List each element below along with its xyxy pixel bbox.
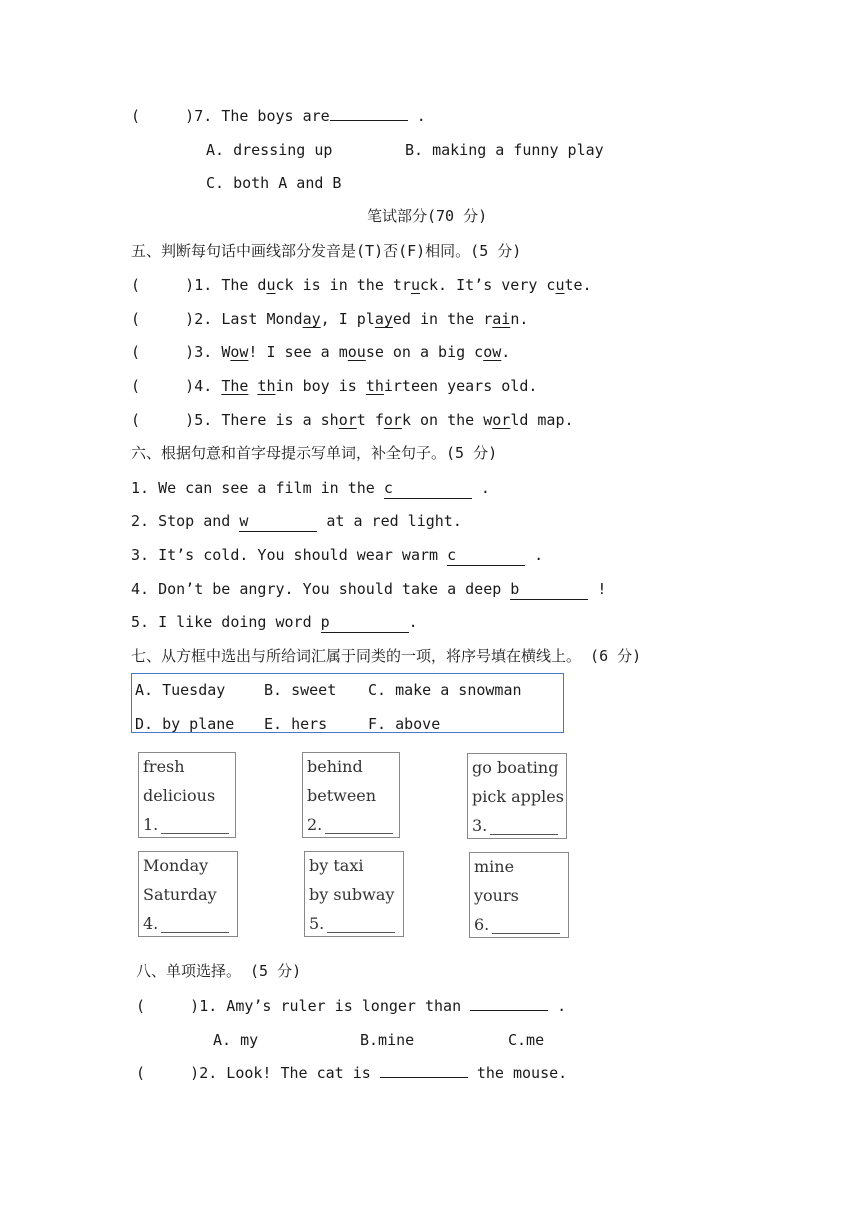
item-number: 3. xyxy=(194,343,222,361)
underlined-sound: u xyxy=(410,276,420,294)
sec8-q1-stem: 1. Amy’s ruler is longer than xyxy=(199,997,471,1015)
underlined-sound: or xyxy=(383,411,402,429)
sec6-item xyxy=(131,545,543,566)
sentence-text: . xyxy=(471,479,490,497)
answer-paren: ( ) xyxy=(136,1064,200,1082)
section-6-title: 六、根据句意和首字母提示写单词，补全句子。(5 分) xyxy=(131,444,498,462)
sentence-text: ed in the r xyxy=(392,310,493,328)
sec5-item xyxy=(131,410,574,430)
item-number: 1. xyxy=(194,276,222,294)
sentence-text: in boy is xyxy=(275,377,366,395)
card-number: 2. xyxy=(307,815,323,834)
item-number: 2. xyxy=(194,310,222,328)
q7-stem: 7. The boys are xyxy=(194,107,330,125)
word-card-6 xyxy=(469,852,569,938)
hint-letter: c xyxy=(447,546,457,564)
sec8-q1-line xyxy=(136,996,566,1016)
sec6-item xyxy=(131,511,462,532)
sentence-text: ck is in the tr xyxy=(275,276,411,294)
word-card-3 xyxy=(467,753,567,839)
sentence-text: ld map. xyxy=(510,411,574,429)
section-5-title: 五、判断每句话中画线部分发音是(T)否(F)相同。(5 分) xyxy=(131,242,522,260)
answer-blank[interactable] xyxy=(239,511,317,532)
q7-option-b: B. making a funny play xyxy=(405,141,604,159)
sec6-item xyxy=(131,612,418,633)
underlined-sound: ow xyxy=(230,343,249,361)
sentence-text: n. xyxy=(510,310,529,328)
sentence-text: The d xyxy=(221,276,267,294)
sentence-text: ck. It’s very c xyxy=(420,276,556,294)
sentence-text: k on the w xyxy=(401,411,493,429)
hint-letter: w xyxy=(239,512,249,530)
sec8-q2-stem-end: the mouse. xyxy=(467,1064,568,1082)
sec5-item xyxy=(131,275,592,295)
answer-paren: ( ) xyxy=(136,997,200,1015)
word-card-4 xyxy=(138,851,238,937)
answer-paren[interactable]: ( ) xyxy=(131,276,195,294)
sentence-text: at a red light. xyxy=(317,512,462,530)
underlined-sound: th xyxy=(257,377,276,395)
answer-blank[interactable] xyxy=(492,933,560,934)
answer-blank[interactable] xyxy=(510,579,588,600)
underlined-sound: ai xyxy=(492,310,511,328)
sec5-item xyxy=(131,342,510,362)
word-card-1 xyxy=(138,752,236,838)
card-word: between xyxy=(307,786,377,805)
sec6-item xyxy=(131,579,606,600)
card-word: mine xyxy=(474,857,515,876)
hint-letter: p xyxy=(320,613,330,631)
word-card-2 xyxy=(302,752,400,838)
card-number: 5. xyxy=(309,914,325,933)
answer-blank[interactable] xyxy=(330,106,408,121)
hint-letter: c xyxy=(383,479,393,497)
underlined-sound: u xyxy=(555,276,565,294)
card-word: delicious xyxy=(143,786,216,805)
sentence-text: . xyxy=(525,546,544,564)
answer-paren: ( ) xyxy=(131,107,195,125)
card-word: by subway xyxy=(309,885,395,904)
answer-paren[interactable]: ( ) xyxy=(131,377,195,395)
card-word: pick apples xyxy=(472,787,564,806)
sentence-text: ! xyxy=(588,580,607,598)
answer-paren[interactable]: ( ) xyxy=(131,310,195,328)
item-number: 5. xyxy=(194,411,222,429)
underlined-sound: or xyxy=(338,411,357,429)
answer-blank[interactable] xyxy=(327,932,395,933)
word-bank-b: B. sweet xyxy=(264,681,337,699)
answer-paren[interactable]: ( ) xyxy=(131,343,195,361)
sec8-q2-stem: 2. Look! The cat is xyxy=(199,1064,380,1082)
card-word: behind xyxy=(307,757,363,776)
sentence-text: . xyxy=(408,613,418,631)
underlined-sound: th xyxy=(365,377,384,395)
answer-blank[interactable] xyxy=(161,932,229,933)
card-word: by taxi xyxy=(309,856,364,875)
answer-blank[interactable] xyxy=(325,833,393,834)
sentence-text: W xyxy=(221,343,231,361)
sentence-text: se on a big c xyxy=(365,343,484,361)
card-word: fresh xyxy=(143,757,185,776)
answer-blank[interactable] xyxy=(490,834,558,835)
answer-blank[interactable] xyxy=(380,1063,468,1078)
sentence-text: 2. Stop and xyxy=(131,512,240,530)
sentence-text: 4. Don’t be angry. You should take a deep xyxy=(131,580,511,598)
sentence-text: Last Mond xyxy=(221,310,303,328)
sec8-q1-option-b: B.mine xyxy=(360,1031,415,1049)
sec8-q1-stem-end: . xyxy=(548,997,567,1015)
answer-blank[interactable] xyxy=(161,833,229,834)
sentence-text: t f xyxy=(356,411,384,429)
word-bank-a: A. Tuesday xyxy=(135,681,226,699)
sec6-item xyxy=(131,478,490,499)
section-8-title: 八、单项选择。 (5 分) xyxy=(136,962,302,980)
sentence-text: There is a sh xyxy=(221,411,339,429)
hint-letter: b xyxy=(510,580,520,598)
card-number: 3. xyxy=(472,816,488,835)
underlined-sound: u xyxy=(266,276,276,294)
item-number: 4. xyxy=(194,377,222,395)
answer-blank[interactable] xyxy=(470,996,548,1011)
sec8-q1-option-a: A. my xyxy=(213,1031,259,1049)
word-bank-box xyxy=(131,673,564,733)
answer-blank[interactable] xyxy=(321,612,409,633)
answer-blank[interactable] xyxy=(384,478,472,499)
word-bank-f: F. above xyxy=(368,715,441,733)
underlined-sound: ay xyxy=(374,310,393,328)
sentence-text: ! I see a m xyxy=(248,343,348,361)
answer-paren[interactable]: ( ) xyxy=(131,411,195,429)
answer-blank[interactable] xyxy=(447,545,525,566)
card-word: Saturday xyxy=(143,885,217,904)
card-word: yours xyxy=(474,886,519,905)
word-bank-c: C. make a snowman xyxy=(368,681,522,699)
sentence-text: . xyxy=(501,343,511,361)
q7-stem-end: . xyxy=(407,107,426,125)
sentence-text: 5. I like doing word xyxy=(131,613,321,631)
word-bank-e: E. hers xyxy=(264,715,328,733)
sec8-q1-option-c: C.me xyxy=(508,1031,545,1049)
written-part-title: 笔试部分(70 分) xyxy=(367,207,488,225)
card-word: Monday xyxy=(143,856,209,875)
underlined-sound: ou xyxy=(347,343,366,361)
underlined-sound: ay xyxy=(302,310,321,328)
q7-option-c: C. both A and B xyxy=(206,174,342,192)
sentence-text: , I pl xyxy=(320,310,375,328)
section-7-title: 七、从方框中选出与所给词汇属于同类的一项，将序号填在横线上。 (6 分) xyxy=(131,647,642,665)
q7-option-a: A. dressing up xyxy=(206,141,333,159)
sentence-text: irteen years old. xyxy=(383,377,538,395)
sec5-item xyxy=(131,309,528,329)
word-bank-d: D. by plane xyxy=(135,715,235,733)
underlined-sound: The xyxy=(221,377,249,395)
card-number: 4. xyxy=(143,914,159,933)
underlined-sound: ow xyxy=(483,343,502,361)
q7-line xyxy=(131,106,426,126)
sec5-item xyxy=(131,376,537,396)
sentence-text: 1. We can see a film in the xyxy=(131,479,384,497)
card-number: 1. xyxy=(143,815,159,834)
card-word: go boating xyxy=(472,758,559,777)
sentence-text: 3. It’s cold. You should wear warm xyxy=(131,546,448,564)
card-number: 6. xyxy=(474,915,490,934)
underlined-sound: or xyxy=(492,411,511,429)
word-card-5 xyxy=(304,851,404,937)
sentence-text: te. xyxy=(564,276,592,294)
sec8-q2-line xyxy=(136,1063,567,1083)
